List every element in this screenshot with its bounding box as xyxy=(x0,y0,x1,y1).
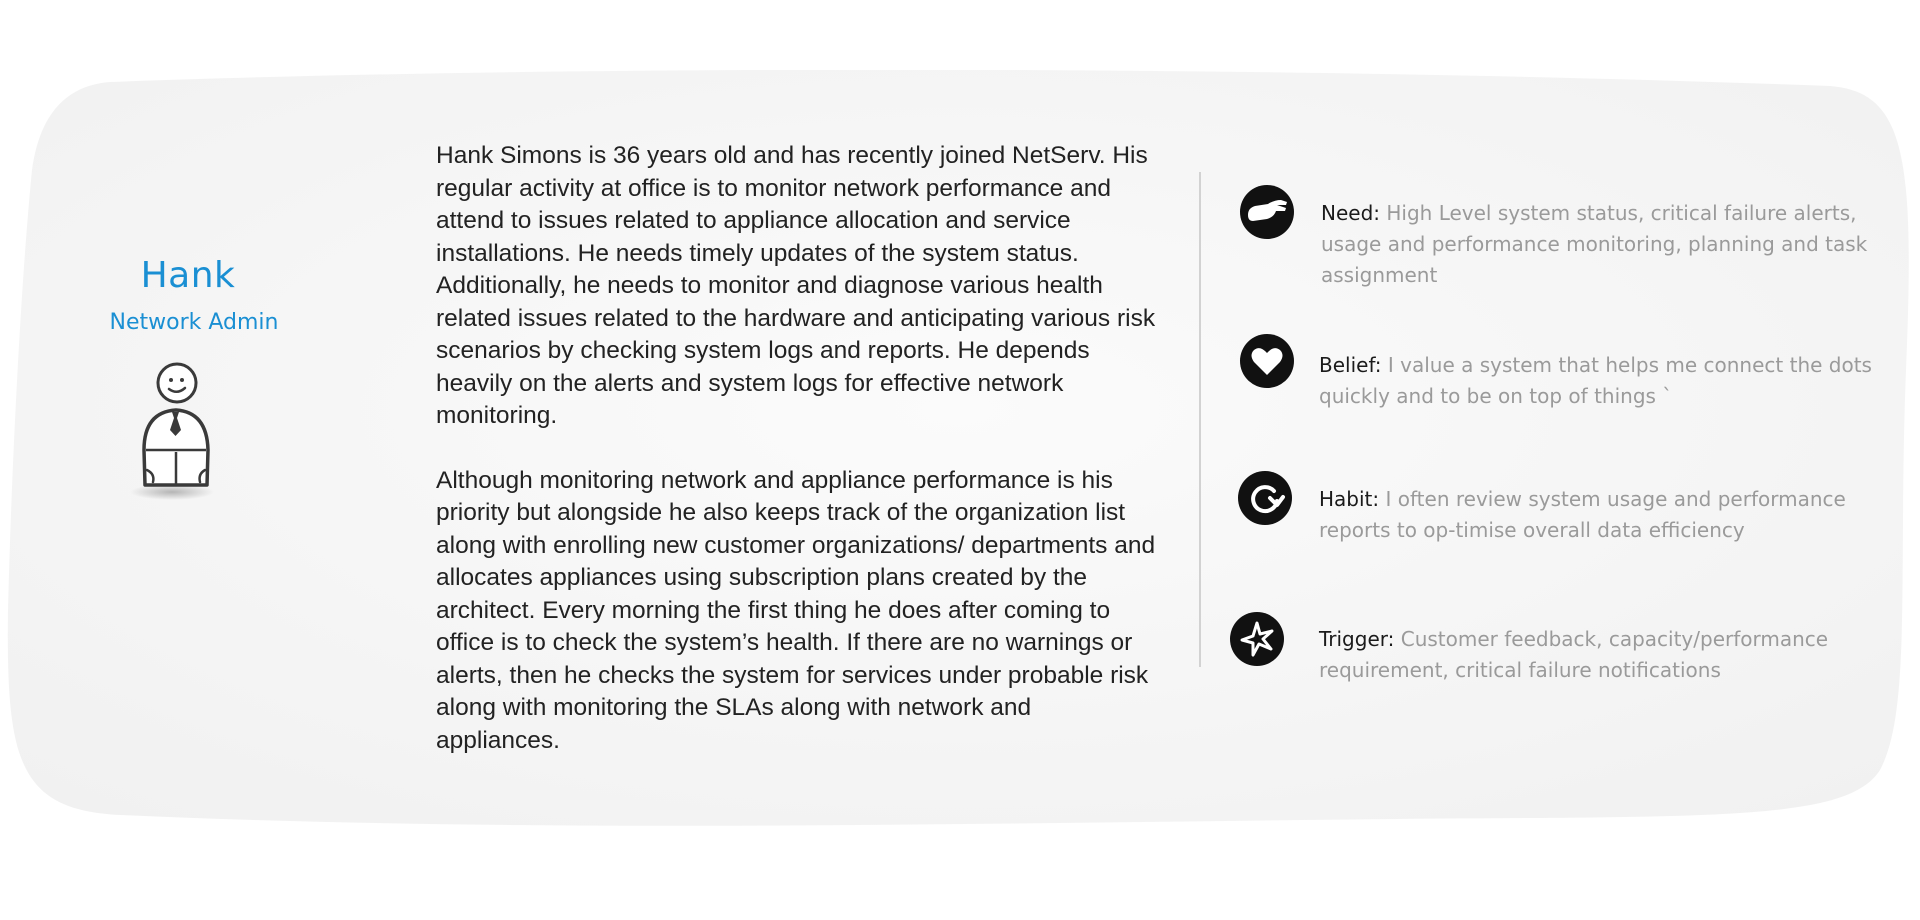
trait-text: High Level system status, critical failure alerts, usage and performance monitoring, planning and task assignment xyxy=(1321,201,1868,287)
trait-label: Habit: xyxy=(1319,487,1380,511)
trait-label: Need: xyxy=(1321,201,1381,225)
trait-belief xyxy=(1319,350,1889,412)
burst-star-icon xyxy=(1226,608,1288,670)
trait-label: Belief: xyxy=(1319,353,1382,377)
trait-text: Customer feedback, capacity/performance requirement, critical failure notifications xyxy=(1319,627,1829,682)
trait-need xyxy=(1321,198,1891,291)
divider xyxy=(1199,172,1201,667)
trait-trigger xyxy=(1319,624,1889,686)
bio-paragraph: Although monitoring network and appliance performance is his priority but alongside he also keeps track of the organization list along with enrolling new customer organizations/ departments and allocates appliances using subscription plans created by the architect. Every morning the first thing he does after coming to office is to check the system’s health. If there are no warnings or alerts, then he checks the system for services under probable risk along with monitoring the SLAs along with network and appliances. xyxy=(436,466,1156,754)
trait-label: Trigger: xyxy=(1319,627,1395,651)
persona-role: Network Admin xyxy=(109,310,279,335)
heart-icon xyxy=(1236,330,1298,392)
bio-paragraph: Hank Simons is 36 years old and has recently joined NetServ. His regular activity at office is to monitor network performance and attend to issues related to appliance allocation and service installations. He needs timely updates of the system status. Additionally, he needs to monitor and diagnose various health related issues related to the hardware and anticipating various risk scenarios by checking system logs and reports. He depends heavily on the alerts and system logs for effective network monitoring. xyxy=(436,142,1156,429)
refresh-icon xyxy=(1234,467,1296,529)
hand-icon xyxy=(1236,181,1298,243)
trait-text: I value a system that helps me connect the dots quickly and to be on top of things ` xyxy=(1319,353,1872,408)
persona-name: Hank xyxy=(140,255,236,296)
persona-header xyxy=(110,255,280,335)
trait-text: I often review system usage and performance reports to op-timise overall data efficiency xyxy=(1319,487,1846,542)
trait-habit xyxy=(1319,484,1889,546)
avatar xyxy=(120,360,220,510)
persona-bio xyxy=(436,140,1156,789)
